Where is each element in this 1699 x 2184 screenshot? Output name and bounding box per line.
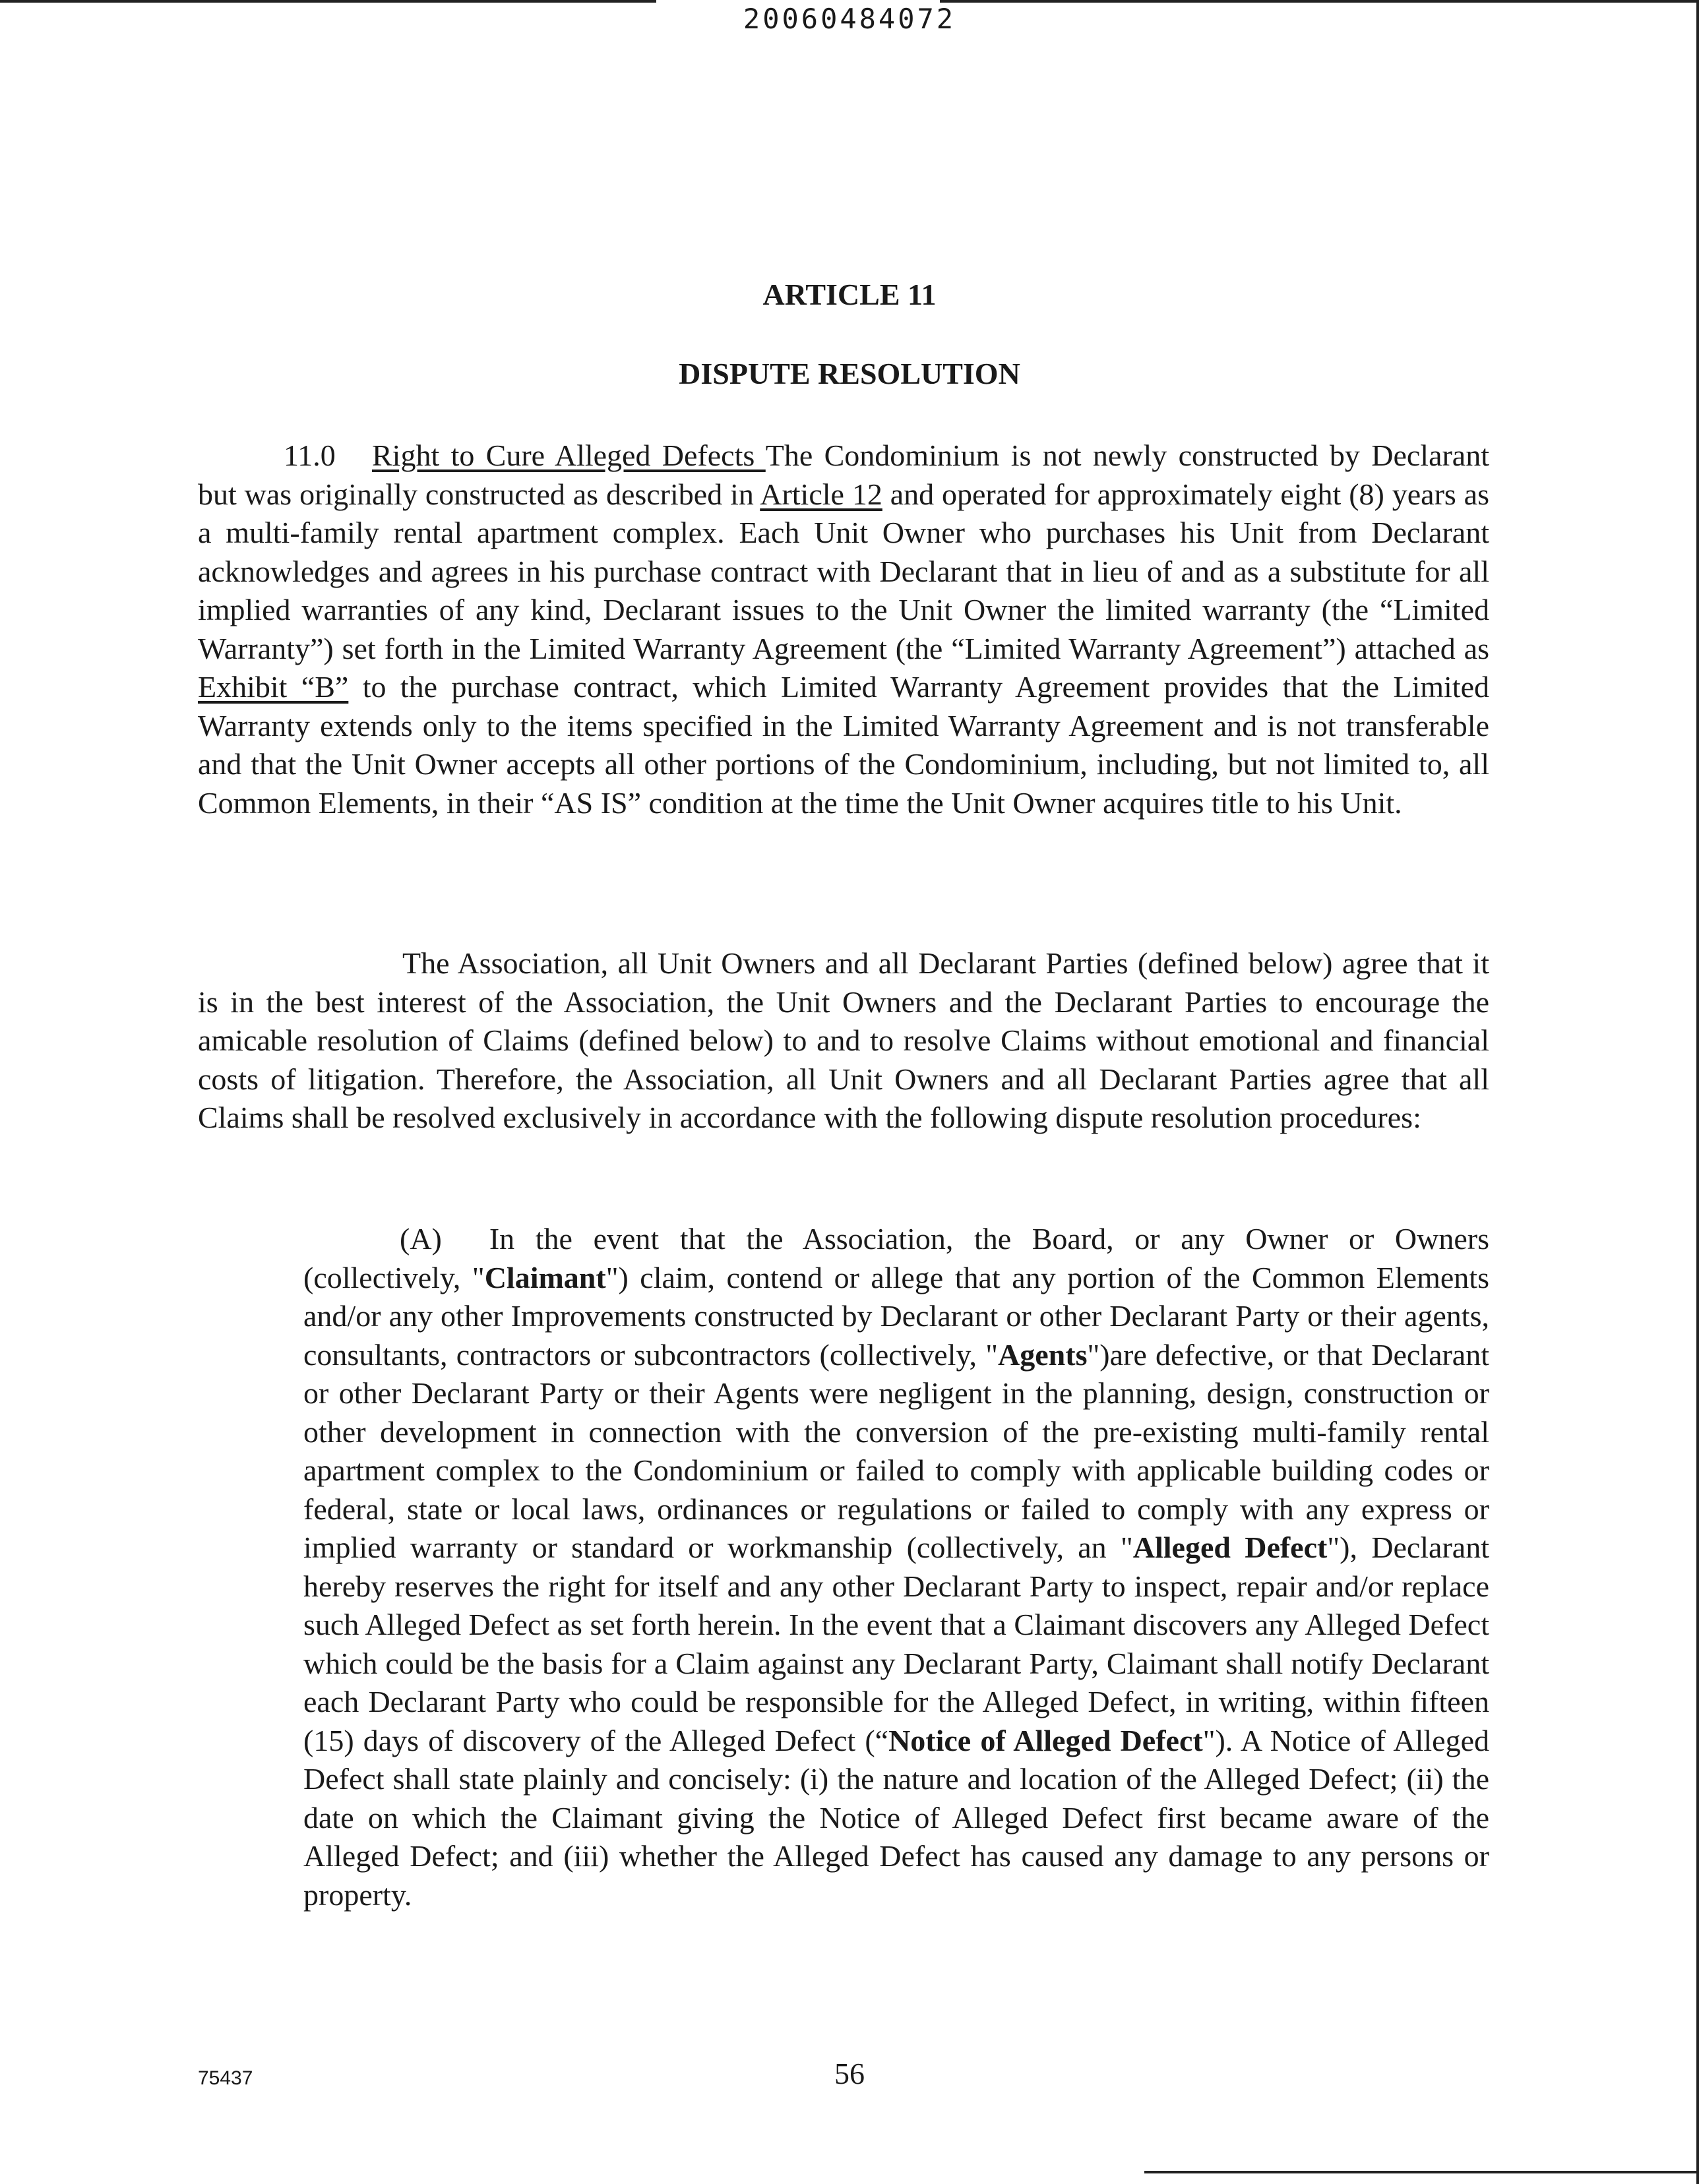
section-heading: Right to Cure Alleged Defects — [372, 439, 766, 472]
article-12-reference: Article 12 — [760, 477, 882, 511]
subsection-label: (A) — [400, 1222, 442, 1256]
defined-term-claimant: Claimant — [484, 1260, 606, 1294]
paragraph-alleged-defect: (A) In the event that the Association, the Board, or any Owner or Owners (collectively, "Claimant") claim, contend or allege that any portion of the Common Elements and/or any other Improvements constructed by Declarant or other Declarant Party or their agents, consultants, contractors or subcontractors (collectively, "Agents")are defective, or that Declarant or other Declarant Party or their Agents were negligent in the planning, design, construction or other development in connection with the conversion of the pre-existing multi-family rental apartment complex to the Condominium or failed to comply with applicable building codes or federal, state or local laws, ordinances or regulations or failed to comply with any express or implied warranty or standard or workmanship (collectively, an "Alleged Defect"), Declarant hereby reserves the right for itself and any other Declarant Party to inspect, repair and/or replace such Alleged Defect as set forth herein. In the event that a Claimant discovers any Alleged Defect which could be the basis for a Claim against any Declarant Party, Claimant shall notify Declarant each Declarant Party who could be responsible for the Alleged Defect, in writing, within fifteen (15) days of discovery of the Alleged Defect (“Notice of Alleged Defect"). A Notice of Alleged Defect shall state plainly and concisely: (i) the nature and location of the Alleged Defect; (ii) the date on which the Claimant giving the Notice of Alleged Defect first became aware of the Alleged Defect; and (iii) whether the Alleged Defect has caused any damage to any persons or property. — [303, 1222, 1490, 1912]
paragraph-dispute-agreement: The Association, all Unit Owners and all Declarant Parties (defined below) agree that it is in the best interest of the Association, the Unit Owners and the Declarant Parties to encourage the amicable resolution of Claims (defined below) to and to resolve Claims without emotional and financial costs of litigation. Therefore, the Association, all Unit Owners and all Declarant Parties agree that all Claims shall be resolved exclusively in accordance with the following dispute resolution procedures: — [198, 946, 1489, 1134]
right-border-rule — [1696, 0, 1699, 2184]
article-number: ARTICLE 11 — [762, 278, 937, 311]
article-title: DISPUTE RESOLUTION — [679, 357, 1020, 390]
bottom-border-rule — [1144, 2171, 1699, 2173]
exhibit-b-reference: Exhibit “B” — [198, 670, 349, 704]
footer-document-id: 75437 — [198, 2067, 253, 2089]
defined-term-alleged-defect: Alleged Defect — [1132, 1531, 1328, 1564]
page-number: 56 — [834, 2057, 865, 2090]
defined-term-notice-of-alleged-defect: Notice of Alleged Defect — [888, 1723, 1203, 1757]
section-number: 11.0 — [284, 439, 336, 472]
defined-term-agents: Agents — [998, 1337, 1088, 1372]
paragraph-right-to-cure: 11.0 Right to Cure Alleged Defects The Condominium is not newly constructed by Declarant but was originally constructed as described in Article 12 and operated for approximately eight (8) years as a multi-family rental apartment complex. Each Unit Owner who purchases his Unit from Declarant acknowledges and agrees in his purchase contract with Declarant that in lieu of and as a substitute for all implied warranties of any kind, Declarant issues to the Unit Owner the limited warranty (the “Limited Warranty”) set forth in the Limited Warranty Agreement (the “Limited Warranty Agreement”) attached as Exhibit “B” to the purchase contract, which Limited Warranty Agreement provides that the Limited Warranty extends only to the items specified in the Limited Warranty Agreement and is not transferable and that the Unit Owner accepts all other portions of the Condominium, including, but not limited to, all Common Elements, in their “AS IS” condition at the time the Unit Owner acquires title to his Unit. — [198, 437, 1489, 822]
recording-number: 20060484072 — [743, 3, 956, 35]
